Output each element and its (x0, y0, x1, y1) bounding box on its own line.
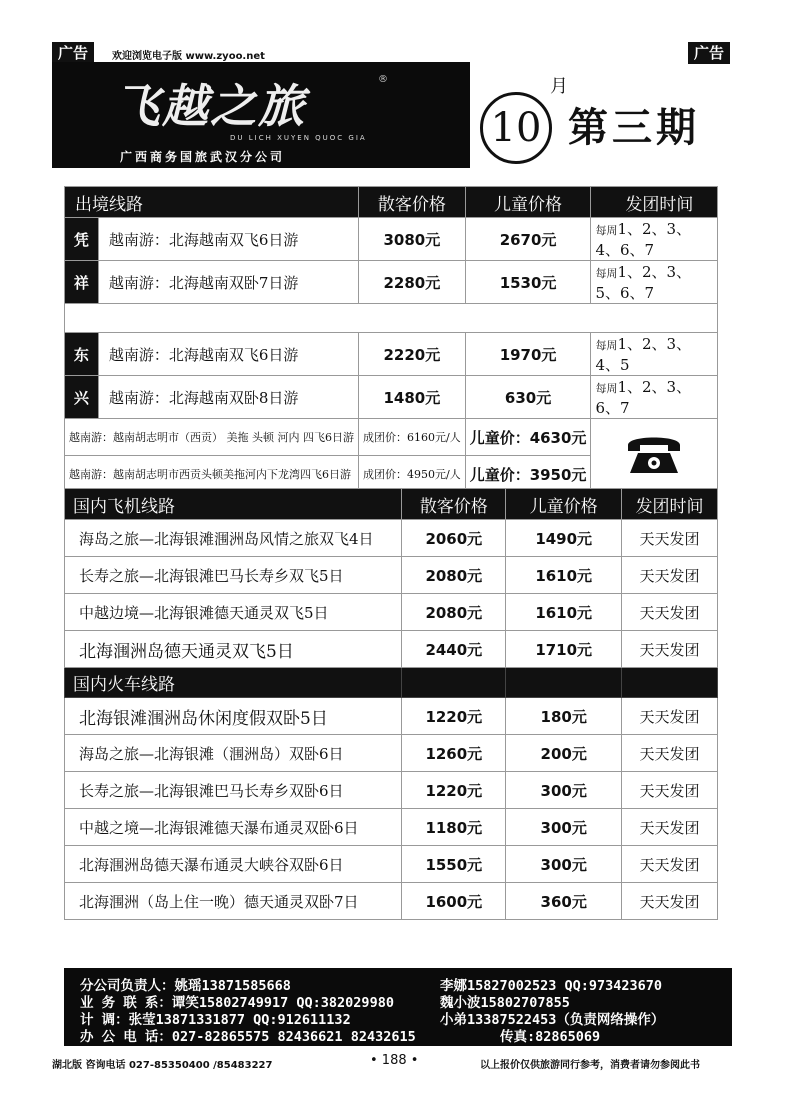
contact-block (64, 968, 732, 1046)
route-name: 长寿之旅—北海银滩巴马长寿乡双飞5日 (65, 557, 402, 594)
train-header-row (65, 668, 718, 698)
route-name: 越南游：越南胡志明市（西贡） 美拖 头顿 河内 四飞6日游 (65, 419, 359, 456)
price: 1220元 (402, 698, 506, 735)
child-price: 300元 (506, 846, 622, 883)
logo-subtitle: DU LICH XUYEN QUOC GIA (230, 134, 367, 142)
schedule: 天天发团 (622, 698, 718, 735)
logo: 飞越之旅 (114, 79, 306, 133)
schedule: 天天发团 (622, 883, 718, 920)
route-name: 越南游：北海越南双卧8日游 (98, 376, 358, 419)
issue-number: 10 (480, 92, 552, 164)
child-price: 1530元 (465, 261, 591, 304)
table-row (65, 631, 718, 668)
table-row (65, 557, 718, 594)
group-label-dongxing-2: 兴 (65, 376, 99, 419)
schedule (591, 261, 718, 304)
table-row (65, 883, 718, 920)
domestic-header-price: 散客价格 (402, 489, 506, 520)
issue-month: 月 (550, 76, 568, 97)
spacer-row (65, 304, 718, 333)
domestic-header-schedule: 发团时间 (622, 489, 718, 520)
table-row (65, 419, 718, 456)
schedule: 天天发团 (622, 557, 718, 594)
group-label-pingxiang-2: 祥 (65, 261, 99, 304)
table-row (65, 218, 718, 261)
table-row (65, 333, 718, 376)
table-row (65, 376, 718, 419)
child-price: 300元 (506, 809, 622, 846)
route-name: 北海涠洲（岛上住一晚）德天通灵双卧7日 (65, 883, 402, 920)
ad-tag-right: 广告 (688, 42, 730, 64)
schedule: 天天发团 (622, 735, 718, 772)
child-price: 儿童价：3950元 (465, 456, 591, 493)
contact-operations-2: 小弟13387522453（负责网络操作） (440, 1012, 665, 1028)
outbound-header-schedule: 发团时间 (591, 187, 718, 218)
outbound-header-child: 儿童价格 (465, 187, 591, 218)
welcome-text: 欢迎浏览电子版 www.zyoo.net (112, 51, 265, 62)
train-header-blank (506, 668, 622, 698)
route-name: 北海涠洲岛德天瀑布通灵大峡谷双卧6日 (65, 846, 402, 883)
footer-left: 湖北版 咨询电话 027-85350400 /85483227 (52, 1060, 273, 1071)
outbound-header-route: 出境线路 (65, 187, 359, 218)
contact-office-phone: 办 公 电 话：027-82865575 82436621 82432615 (80, 1029, 416, 1045)
child-price: 360元 (506, 883, 622, 920)
child-price: 1610元 (506, 557, 622, 594)
contact-manager: 分公司负责人：姚瑶13871585668 (80, 978, 291, 994)
group-label-dongxing-1: 东 (65, 333, 99, 376)
child-price: 300元 (506, 772, 622, 809)
route-name: 长寿之旅—北海银滩巴马长寿乡双卧6日 (65, 772, 402, 809)
contact-fax: 传真:82865069 (500, 1029, 601, 1045)
child-price: 180元 (506, 698, 622, 735)
domestic-header-child: 儿童价格 (506, 489, 622, 520)
schedule: 天天发团 (622, 631, 718, 668)
child-price: 儿童价：4630元 (465, 419, 591, 456)
page-number: • 188 • (370, 1053, 419, 1068)
table-row (65, 735, 718, 772)
contact-business: 业 务 联 系：谭笑15802749917 QQ:382029980 (80, 995, 394, 1011)
route-name: 越南游：北海越南双卧7日游 (98, 261, 358, 304)
route-name: 越南游：越南胡志明市西贡头顿美拖河内下龙湾四飞6日游 (65, 456, 359, 493)
group-price: 成团价：6160元/人 (358, 419, 465, 456)
price: 1600元 (402, 883, 506, 920)
route-name: 越南游：北海越南双飞6日游 (98, 218, 358, 261)
group-label-pingxiang-1: 凭 (65, 218, 99, 261)
brand-banner (52, 62, 470, 168)
contact-business-2: 魏小波15802707855 (440, 995, 570, 1011)
price: 2060元 (402, 520, 506, 557)
schedule: 天天发团 (622, 594, 718, 631)
phone-cell (591, 419, 718, 493)
route-name: 海岛之旅—北海银滩（涠洲岛）双卧6日 (65, 735, 402, 772)
price: 3080元 (358, 218, 465, 261)
schedule: 天天发团 (622, 846, 718, 883)
price: 2280元 (358, 261, 465, 304)
table-row (65, 261, 718, 304)
schedule-prefix: 每周 (595, 224, 618, 237)
child-price: 630元 (465, 376, 591, 419)
schedule-days: 1、2、3、4、6、7 (595, 220, 692, 259)
route-name: 海岛之旅—北海银滩涠洲岛风情之旅双飞4日 (65, 520, 402, 557)
child-price: 1490元 (506, 520, 622, 557)
table-row (65, 698, 718, 735)
schedule: 天天发团 (622, 772, 718, 809)
table-row (65, 772, 718, 809)
table-row (65, 594, 718, 631)
contact-operations: 计 调：张莹13871331877 QQ:912611132 (80, 1012, 351, 1028)
table-row (65, 809, 718, 846)
schedule (591, 333, 718, 376)
outbound-table (64, 186, 718, 493)
schedule-prefix: 每周 (595, 339, 618, 352)
route-name: 北海涠洲岛德天通灵双飞5日 (65, 631, 402, 668)
child-price: 1610元 (506, 594, 622, 631)
price: 1220元 (402, 772, 506, 809)
outbound-header-price: 散客价格 (358, 187, 465, 218)
route-name: 中越边境—北海银滩德天通灵双飞5日 (65, 594, 402, 631)
schedule (591, 218, 718, 261)
route-name: 中越之境—北海银滩德天瀑布通灵双卧6日 (65, 809, 402, 846)
route-name: 北海银滩涠洲岛休闲度假双卧5日 (65, 698, 402, 735)
schedule-days: 1、2、3、5、6、7 (595, 263, 692, 302)
price: 2080元 (402, 594, 506, 631)
price: 2220元 (358, 333, 465, 376)
route-name: 越南游：北海越南双飞6日游 (98, 333, 358, 376)
price: 1180元 (402, 809, 506, 846)
group-price: 成团价：4950元/人 (358, 456, 465, 493)
schedule-prefix: 每周 (595, 267, 618, 280)
price: 2080元 (402, 557, 506, 594)
outbound-header-row (65, 187, 718, 218)
footer-right: 以上报价仅供旅游同行参考，消费者请勿参阅此书 (480, 1060, 700, 1071)
table-row (65, 520, 718, 557)
price: 1260元 (402, 735, 506, 772)
domestic-table (64, 488, 718, 920)
child-price: 200元 (506, 735, 622, 772)
schedule (591, 376, 718, 419)
price: 2440元 (402, 631, 506, 668)
telephone-icon (624, 431, 684, 477)
schedule: 天天发团 (622, 520, 718, 557)
company-name: 广西商务国旅武汉分公司 (120, 150, 286, 164)
ad-tag-left: 广告 (52, 42, 94, 64)
price: 1550元 (402, 846, 506, 883)
domestic-header-row (65, 489, 718, 520)
logo-registered-mark: ® (378, 74, 388, 85)
price: 1480元 (358, 376, 465, 419)
contact-manager-2: 李娜15827002523 QQ:973423670 (440, 978, 663, 994)
child-price: 2670元 (465, 218, 591, 261)
child-price: 1710元 (506, 631, 622, 668)
train-header: 国内火车线路 (65, 668, 402, 698)
schedule-prefix: 每周 (595, 382, 618, 395)
train-header-blank (402, 668, 506, 698)
schedule-days: 1、2、3、4、5 (595, 335, 692, 374)
schedule: 天天发团 (622, 809, 718, 846)
schedule-days: 1、2、3、6、7 (595, 378, 692, 417)
domestic-header-route: 国内飞机线路 (65, 489, 402, 520)
child-price: 1970元 (465, 333, 591, 376)
table-row (65, 846, 718, 883)
train-header-blank (622, 668, 718, 698)
issue-title: 第三期 (568, 104, 700, 151)
